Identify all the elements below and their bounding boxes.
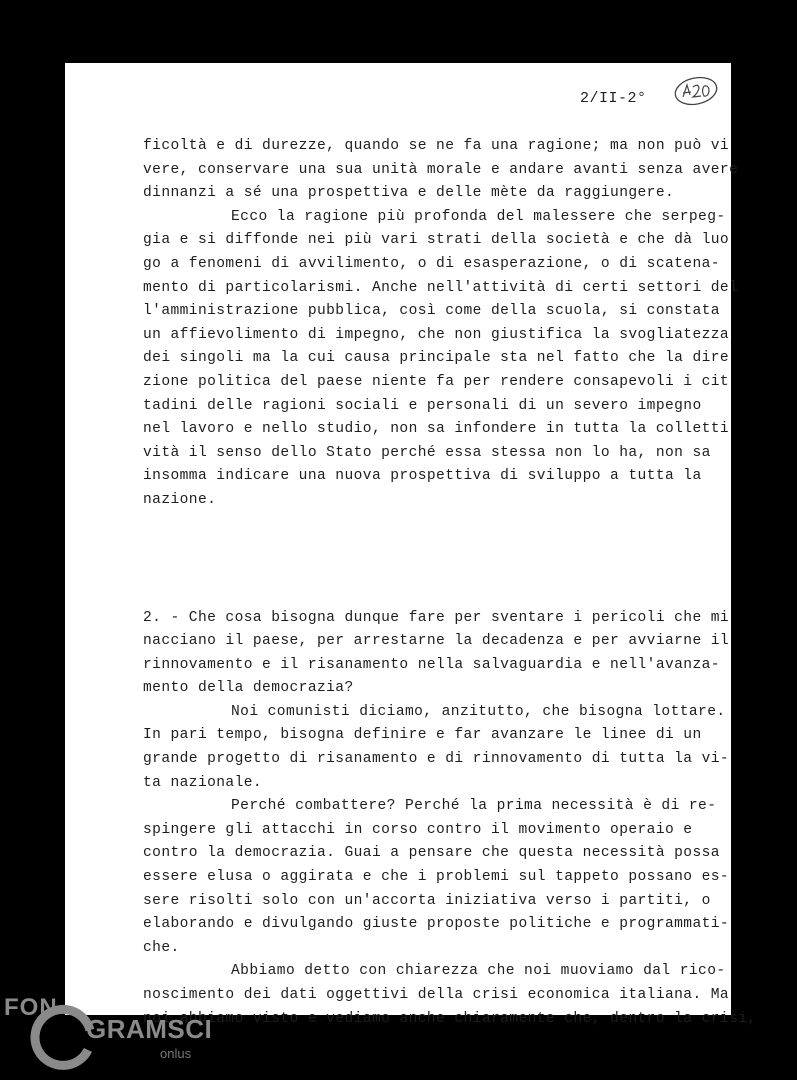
- text-line: rinnovamento e il risanamento nella salvaguardia e nell'avanza-: [143, 656, 720, 673]
- text-line: nel lavoro e nello studio, non sa infondere in tutta la colletti: [143, 421, 730, 438]
- text-line: tadini delle ragioni sociali e personali di un severo impegno: [143, 397, 702, 414]
- text-line: noscimento dei dati oggettivi della crisi economica italiana. Ma: [143, 987, 730, 1003]
- text-line: elaborando e divulgando giuste proposte politiche e programmati-: [143, 916, 730, 933]
- text-line: mento della democrazia?: [143, 680, 354, 697]
- text-line: grande progetto di risanamento e di rinnovamento di tutta la vi-: [143, 751, 730, 768]
- text-line: In pari tempo, bisogna definire e far avanzare le linee di un: [143, 727, 702, 744]
- text-line: Ecco la ragione più profonda del malessere che serpeg-: [231, 208, 726, 225]
- text-line: vere, conservare una sua unità morale e andare avanti senza avere: [143, 161, 739, 178]
- paragraph-gap: [143, 513, 713, 560]
- text-line: dinnanzi a sé una prospettiva e delle mète da raggiungere.: [143, 185, 675, 202]
- watermark-fon-text: FON: [4, 994, 58, 1021]
- text-line: gia e si diffonde nei più vari strati della società e che dà luo: [143, 232, 730, 249]
- text-line: insomma indicare una nuova prospettiva di sviluppo a tutta la: [143, 468, 702, 485]
- text-line: che.: [143, 939, 180, 956]
- paragraph-gap: [143, 560, 713, 607]
- fondazione-gramsci-watermark: [0, 990, 220, 1070]
- section-heading-line: 2. - Che cosa bisogna dunque fare per sventare i pericoli che mi: [143, 609, 730, 626]
- text-line: essere elusa o aggirata e che i problemi sul tappeto possano es-: [143, 869, 730, 886]
- text-line: noi abbiamo visto e vediamo anche chiaramente che, dentro la crisi,: [143, 1010, 757, 1027]
- watermark-onlus-text: onlus: [160, 1046, 192, 1061]
- text-line: un affievolimento di impegno, che non giustifica la svogliatezza: [143, 326, 730, 343]
- text-line: nazione.: [143, 491, 217, 508]
- text-line: go a fenomeni di avvilimento, o di esasperazione, o di scatena-: [143, 255, 720, 272]
- typed-body-text: [143, 135, 757, 1031]
- text-line: dei singoli ma la cui causa principale sta nel fatto che la dire: [143, 350, 730, 367]
- text-line: contro la democrazia. Guai a pensare che questa necessità possa: [143, 845, 720, 862]
- text-line: mento di particolarismi. Anche nell'attività di certi settori del: [143, 279, 739, 296]
- text-line: sere risolti solo con un'accorta iniziativa verso i partiti, o: [143, 892, 711, 909]
- text-line: Noi comunisti diciamo, anzitutto, che bisogna lottare.: [231, 703, 726, 720]
- text-line: Abbiamo detto con chiarezza che noi muoviamo dal rico-: [231, 963, 726, 980]
- text-line: vità il senso dello Stato perché essa stessa non lo ha, non sa: [143, 444, 711, 461]
- text-line: spingere gli attacchi in corso contro il movimento operaio e: [143, 821, 693, 838]
- text-line: Perché combattere? Perché la prima necessità è di re-: [231, 798, 717, 815]
- text-line: l'amministrazione pubblica, così come della scuola, si constata: [143, 303, 720, 320]
- text-line: ficoltà e di durezze, quando se ne fa una ragione; ma non può vi: [143, 138, 730, 154]
- text-line: zione politica del paese niente fa per rendere consapevoli i cit: [143, 373, 730, 390]
- page-number: 2/II-2°: [580, 90, 647, 107]
- watermark-gramsci-text: GRAMSCI: [86, 1014, 213, 1044]
- handwritten-page-mark: [671, 73, 721, 109]
- text-line: nacciano il paese, per arrestarne la decadenza e per avviarne il: [143, 633, 730, 650]
- text-line: ta nazionale.: [143, 774, 263, 791]
- document-page: [65, 63, 757, 1027]
